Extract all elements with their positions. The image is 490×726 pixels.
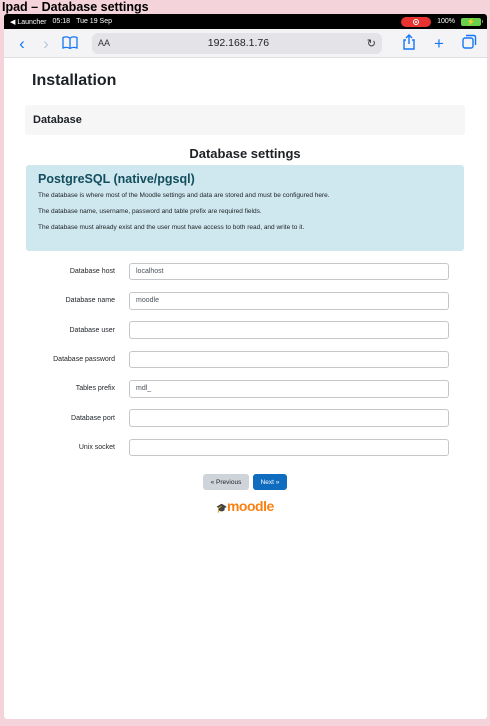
page-content <box>25 58 465 716</box>
db-port-label: Database port <box>71 414 115 422</box>
previous-button[interactable]: « Previous <box>203 474 249 490</box>
share-icon[interactable] <box>397 34 421 53</box>
notice-line: The database must already exist and the user must have access to both read, and write to it. <box>38 224 305 231</box>
db-password-label: Database password <box>53 356 115 364</box>
unix-socket-label: Unix socket <box>78 443 115 451</box>
ipad-screen <box>4 14 487 719</box>
url-text: 192.168.1.76 <box>207 37 270 49</box>
unix-socket-input[interactable] <box>129 439 449 457</box>
section-title: Database settings <box>189 146 301 161</box>
notice-line: The database name, username, password and table prefix are required fields. <box>38 208 262 215</box>
status-date: Tue 19 Sep <box>76 18 112 25</box>
db-host-input[interactable]: localhost <box>129 263 449 281</box>
db-name-label: Database name <box>65 297 115 305</box>
battery-percent: 100% <box>437 18 455 25</box>
battery-icon: ⚡ <box>461 18 481 26</box>
text-size-button[interactable]: AA <box>98 38 111 48</box>
notice-line: The database is where most of the Moodle settings and data are stored and must be configured here. <box>38 192 330 199</box>
form-row-db-host <box>25 257 465 286</box>
database-info-notice <box>26 165 464 251</box>
form-row-unix-socket <box>25 433 465 462</box>
bookmarks-icon[interactable] <box>58 35 82 52</box>
db-port-input[interactable] <box>129 409 449 427</box>
db-host-label: Database host <box>69 268 115 276</box>
database-settings-form <box>25 257 465 462</box>
db-user-label: Database user <box>69 326 115 334</box>
form-row-db-user <box>25 316 465 345</box>
back-to-app-link[interactable]: ◀ Launcher <box>10 18 47 26</box>
status-time: 05:18 <box>52 18 71 25</box>
form-row-db-password <box>25 345 465 374</box>
screen-recording-icon[interactable] <box>401 17 431 27</box>
db-password-input[interactable] <box>129 351 449 369</box>
graduation-cap-icon: 🎓 <box>216 503 227 513</box>
status-bar <box>4 14 487 29</box>
notice-title: PostgreSQL (native/pgsql) <box>38 172 195 186</box>
form-row-db-name <box>25 286 465 315</box>
step-label: Database <box>33 114 82 126</box>
moodle-logo-text: moodle <box>226 498 274 514</box>
moodle-logo[interactable] <box>25 498 465 514</box>
tabs-overview-icon[interactable] <box>457 34 481 52</box>
page-title: Installation <box>32 72 117 89</box>
form-buttons <box>25 474 465 490</box>
next-button[interactable]: Next » <box>253 474 287 490</box>
form-row-table-prefix <box>25 374 465 403</box>
back-chevron-icon[interactable]: ‹ <box>19 33 25 53</box>
new-tab-icon[interactable]: + <box>434 33 444 53</box>
forward-chevron-icon[interactable]: › <box>43 33 49 53</box>
step-header <box>25 105 465 135</box>
reload-icon[interactable]: ↻ <box>366 37 376 50</box>
address-bar[interactable] <box>92 33 382 54</box>
table-prefix-input[interactable]: mdl_ <box>129 380 449 398</box>
frame-title: Ipad – Database settings <box>2 0 149 14</box>
browser-toolbar <box>4 29 487 58</box>
form-row-db-port <box>25 403 465 432</box>
db-user-input[interactable] <box>129 321 449 339</box>
table-prefix-label: Tables prefix <box>75 385 115 393</box>
db-name-input[interactable]: moodle <box>129 292 449 310</box>
